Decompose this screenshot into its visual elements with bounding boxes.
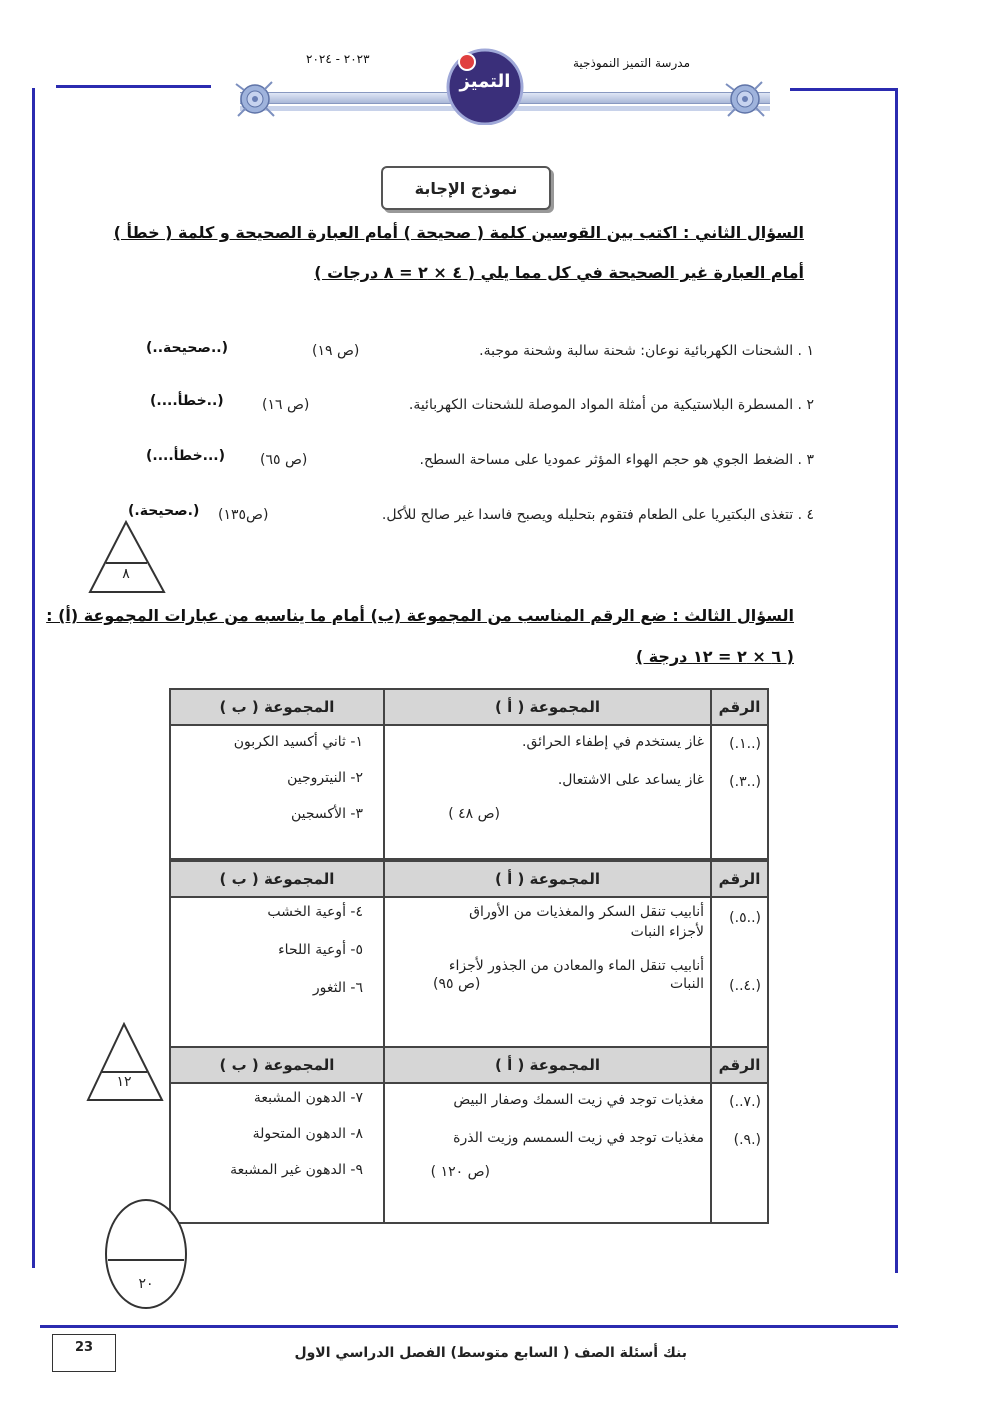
group-b-item: ٨- الدهون المتحولة (252, 1126, 363, 1142)
group-page-ref: (ص ١٢٠ ) (430, 1164, 490, 1180)
col-header-num: الرقم (711, 689, 768, 725)
answer-num: (..٣.) (729, 774, 761, 790)
page-frame-right (895, 88, 898, 1273)
answer-num: (.٩.) (733, 1132, 761, 1148)
q2-item-2-text: ٢ . المسطرة البلاستيكية من أمثلة المواد الموصلة للشحنات الكهربائية. (408, 397, 814, 413)
flower-ornament-right-icon (722, 76, 768, 122)
total-score: ٢٠ (138, 1276, 154, 1292)
group-a-statement: غاز يساعد على الاشتعال. (557, 772, 704, 788)
page-frame-top-right (790, 88, 898, 91)
q2-item-4-page: (ص١٣٥) (218, 507, 269, 523)
q2-item-1-answer: (..صحيحة..) (146, 340, 228, 356)
answer-num: (.٧..) (729, 1094, 761, 1110)
group-b-item: ٩- الدهون غير المشبعة (230, 1162, 363, 1178)
group-a-statement: أنابيب تنقل الماء والمعادن من الجذور لأجزاء (448, 958, 704, 974)
total-score-oval (104, 1198, 188, 1310)
group-b-item: ٥- أوعية اللحاء (278, 942, 363, 958)
answer-num: (.٤..) (729, 978, 761, 994)
q2-item-1-text: ١ . الشحنات الكهربائية نوعان: شحنة سالبة وشحنة موجبة. (479, 343, 814, 359)
q3-heading-line1: السؤال الثالث : ضع الرقم المناسب من المجموعة (ب) أمام ما يناسبه من عبارات المجموعة (أ) : (46, 606, 794, 625)
group-a-statement-cont: النبات (669, 976, 704, 992)
group-b-item: ١- ثاني أكسيد الكربون (233, 734, 363, 750)
q2-item-2-answer: (..خطأ....) (150, 393, 224, 409)
group-a-statement: غاز يستخدم في إطفاء الحرائق. (522, 734, 704, 750)
group-a-statement: مغذيات توجد في زيت السمسم وزيت الذرة (453, 1130, 704, 1146)
col-header-a: المجموعة ( أ ) (384, 1047, 711, 1083)
q3-heading-line2: ( ٦ × ٢ = ١٢ درجة ) (635, 647, 794, 666)
q2-item-2-page: (ص ١٦) (262, 397, 310, 413)
q2-heading-line2: أمام العبارة غير الصحيحة في كل مما يلي ( ٤ × ٢ = ٨ درجات ) (314, 263, 804, 282)
group-page-ref: (ص ٩٥) (433, 976, 481, 992)
footer-text: بنك أسئلة الصف ( السابع متوسط) الفصل الدراسي الاول (294, 1345, 687, 1361)
col-header-num: الرقم (711, 861, 768, 897)
col-header-a: المجموعة ( أ ) (384, 861, 711, 897)
match-table-group-1 (169, 688, 769, 860)
col-header-num: الرقم (711, 1047, 768, 1083)
q2-score: ٨ (122, 566, 130, 582)
page-frame-left (32, 88, 35, 1268)
q3-score-triangle (86, 1022, 166, 1102)
flower-ornament-left-icon (232, 76, 278, 122)
page-title: نموذج الإجابة (381, 166, 551, 210)
answer-num: (..١.) (729, 736, 761, 752)
group-page-ref: (ص ٤٨ ) (448, 806, 500, 822)
q2-score-triangle (88, 520, 168, 596)
page-frame-top-left (56, 85, 211, 88)
q2-item-3-text: ٣ . الضغط الجوي هو حجم الهواء المؤثر عموديا على مساحة السطح. (419, 452, 814, 468)
group-b-item: ٧- الدهون المشبعة (253, 1090, 363, 1106)
school-logo (445, 45, 525, 125)
group-a-statement-cont: لأجزاء النبات (630, 924, 704, 940)
q2-item-1-page: (ص ١٩) (312, 343, 360, 359)
group-a-statement: أنابيب تنقل السكر والمغذيات من الأوراق (469, 904, 704, 920)
page-number: 23 (52, 1334, 116, 1372)
q2-item-4-answer: (.صحيحة.) (128, 503, 200, 519)
group-a-statement: مغذيات توجد في زيت السمك وصفار البيض (453, 1092, 704, 1108)
answer-num: (..٥.) (729, 910, 761, 926)
q2-item-3-page: (ص ٦٥) (260, 452, 308, 468)
col-header-b: المجموعة ( ب ) (170, 689, 384, 725)
group-b-item: ٤- أوعية الخشب (267, 904, 363, 920)
q2-item-4-text: ٤ . تتغذى البكتيريا على الطعام فتقوم بتحليله ويصبح فاسدا غير صالح للأكل. (381, 507, 814, 523)
page-frame-bottom (40, 1325, 898, 1328)
col-header-a: المجموعة ( أ ) (384, 689, 711, 725)
logo-text: التميز (459, 71, 511, 92)
academic-year: ٢٠٢٣ - ٢٠٢٤ (306, 52, 370, 66)
group-b-item: ٦- الثغور (312, 980, 363, 996)
col-header-b: المجموعة ( ب ) (170, 861, 384, 897)
match-table-group-3 (169, 1046, 769, 1224)
q2-item-3-answer: (...خطأ....) (146, 448, 226, 464)
group-b-item: ٣- الأكسجين (291, 806, 363, 822)
school-name: مدرسة التميز النموذجية (573, 56, 690, 70)
q3-score: ١٢ (116, 1074, 132, 1090)
match-table-group-2 (169, 860, 769, 1048)
q2-heading-line1: السؤال الثاني : اكتب بين القوسين كلمة ( صحيحة ) أمام العبارة الصحيحة و كلمة ( خطأ ) (113, 223, 804, 242)
group-b-item: ٢- النيتروجين (287, 770, 363, 786)
col-header-b: المجموعة ( ب ) (170, 1047, 384, 1083)
